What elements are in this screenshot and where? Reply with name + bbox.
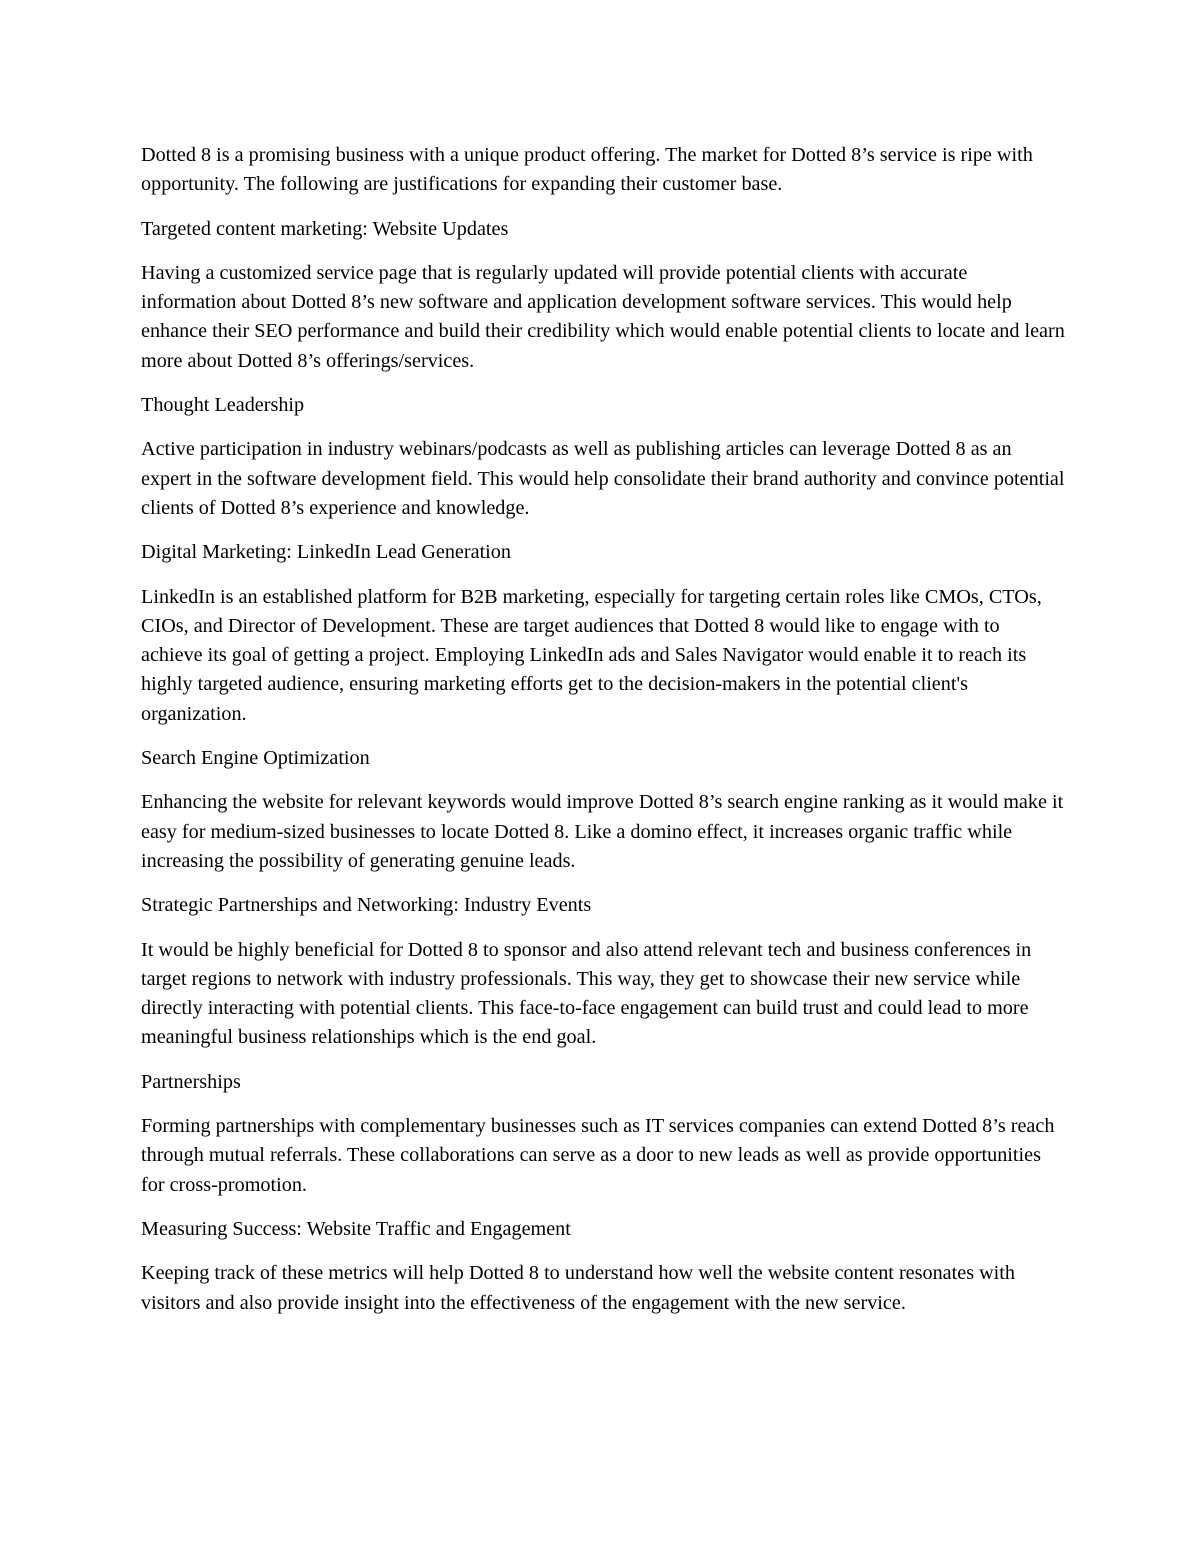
section-heading-website-updates: Targeted content marketing: Website Updates (141, 217, 509, 240)
section-heading-linkedin: Digital Marketing: LinkedIn Lead Generation (141, 541, 511, 564)
body-paragraph: Enhancing the website for relevant keywords would improve Dotted 8’s search engine ranking as it would make it easy for medium-sized businesses to locate Dotted 8. Like a domino effect, it increases organic traffic while increasing the possibility of generating genuine leads. (141, 791, 1064, 872)
body-paragraph: Keeping track of these metrics will help Dotted 8 to understand how well the website content resonates with visitors and also provide insight into the effectiveness of the engagement with the new service. (141, 1262, 1015, 1314)
section-heading-measuring-success: Measuring Success: Website Traffic and Engagement (141, 1217, 571, 1240)
document-body (141, 141, 1066, 1333)
section-heading-industry-events: Strategic Partnerships and Networking: Industry Events (141, 894, 592, 917)
section-heading-seo: Search Engine Optimization (141, 747, 370, 770)
section-heading-partnerships: Partnerships (141, 1070, 241, 1093)
intro-paragraph: Dotted 8 is a promising business with a unique product offering. The market for Dotted 8’s service is ripe with opportunity. The following are justifications for expanding their customer base. (141, 144, 1033, 196)
body-paragraph: LinkedIn is an established platform for B2B marketing, especially for targeting certain roles like CMOs, CTOs, CIOs, and Director of Development. These are target audiences that Dotted 8 would like to engage with to achieve its goal of getting a project. Employing LinkedIn ads and Sales Navigator would enable it to reach its highly targeted audience, ensuring marketing efforts get to the decision-makers in the potential client's organization. (141, 585, 1042, 725)
body-paragraph: It would be highly beneficial for Dotted 8 to sponsor and also attend relevant tech and business conferences in target regions to network with industry professionals. This way, they get to showcase their new service while directly interacting with potential clients. This face-to-face engagement can build trust and could lead to more meaningful business relationships which is the end goal. (141, 938, 1032, 1049)
body-paragraph: Having a customized service page that is regularly updated will provide potential clients with accurate information about Dotted 8’s new software and application development software services. This would help enhance their SEO performance and build their credibility which would enable potential clients to locate and learn more about Dotted 8’s offerings/services. (141, 261, 1065, 372)
body-paragraph: Active participation in industry webinars/podcasts as well as publishing articles can leverage Dotted 8 as an expert in the software development field. This would help consolidate their brand authority and convince potential clients of Dotted 8’s experience and knowledge. (141, 438, 1065, 519)
body-paragraph: Forming partnerships with complementary businesses such as IT services companies can extend Dotted 8’s reach through mutual referrals. These collaborations can serve as a door to new leads as well as provide opportunities for cross-promotion. (141, 1115, 1055, 1196)
section-heading-thought-leadership: Thought Leadership (141, 394, 305, 417)
